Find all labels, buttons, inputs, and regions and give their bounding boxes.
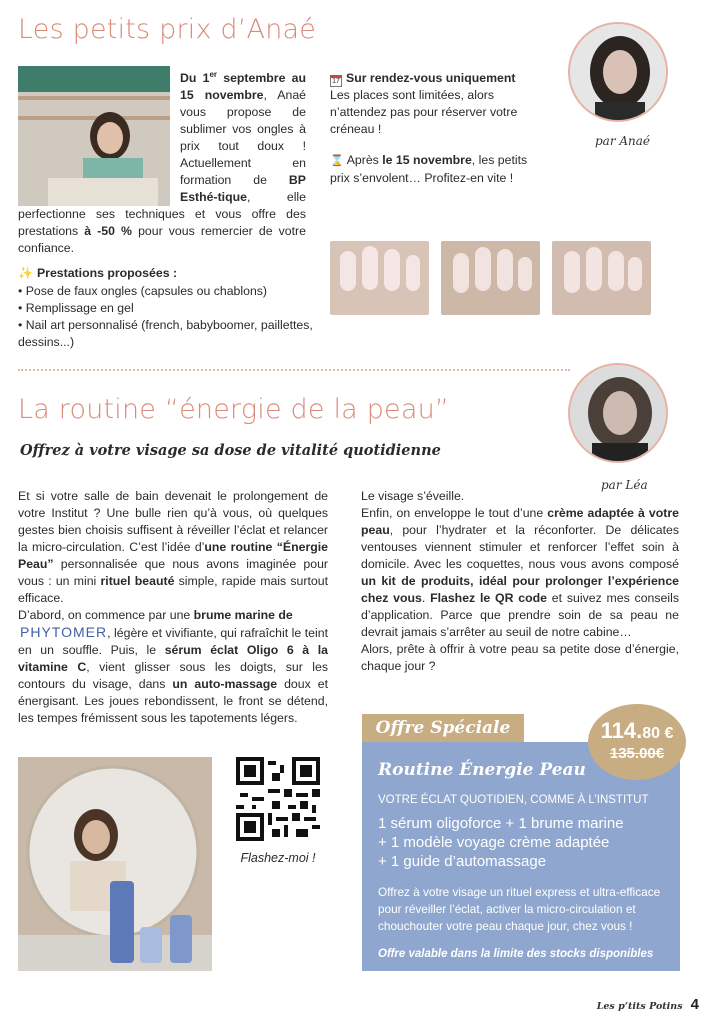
section2-title: La routine “énergie de la peau” — [18, 394, 450, 425]
signature-lea: par Léa — [601, 478, 648, 492]
after-note: ⌛ Après le 15 novembre, les petits prix s’envolent… Profitez-en vite ! — [330, 153, 528, 185]
list-item: • Pose de faux ongles (capsules ou chablons) — [18, 284, 268, 298]
current-price: 114.80 € — [600, 718, 674, 743]
sparkles-icon: ✨ — [18, 266, 33, 280]
portrait-lea — [568, 363, 668, 463]
footer — [597, 994, 699, 1013]
section-divider — [18, 369, 570, 371]
section2-subtitle: Offrez à votre visage sa dose de vitalité quotidienne — [20, 442, 441, 459]
page-number: 4 — [690, 996, 699, 1013]
qr-caption: Flashez-moi ! — [240, 851, 316, 865]
list-item: • Remplissage en gel — [18, 301, 134, 315]
rdv-heading: Sur rendez-vous uniquement — [346, 71, 516, 85]
rdv-block — [330, 70, 530, 187]
section1-title: Les petits prix d’Anaé — [18, 14, 317, 45]
photo-lea-products — [18, 757, 212, 971]
list-item: + 1 modèle voyage crème adaptée — [378, 834, 610, 851]
date-range: Du 1er septembre au 15 novembre — [180, 70, 306, 103]
offer-tagline: VOTRE ÉCLAT QUOTIDIEN, COMME À L’INSTITUT — [378, 794, 649, 806]
signature-anae: par Anaé — [595, 134, 651, 148]
price-badge — [588, 704, 686, 780]
section1-intro: Du 1er septembre au 15 novembre, Anaé vous propose de sublimer vos ongles à prix tout doux ! Actuellement en formation de BP Esthé-tique, elle perfectionne ses techniques et vous offre des prestations à -50 % pour vous remercier de votre confiance. — [18, 70, 306, 256]
list-item: + 1 guide d’automassage — [378, 853, 547, 870]
portrait-anae — [568, 22, 668, 122]
list-item: • Nail art personnalisé (french, babyboomer, paillettes, dessins...) — [18, 318, 313, 349]
offer-items — [378, 814, 624, 871]
prestations-block — [18, 265, 318, 351]
hourglass-icon: ⌛ — [330, 155, 344, 167]
nail-photo-2 — [441, 241, 540, 315]
old-price: 135.00€ — [609, 745, 665, 762]
list-item: 1 sérum oligoforce + 1 brume marine — [378, 815, 624, 832]
offer-name: Routine Énergie Peau — [378, 760, 586, 780]
nail-photo-3 — [552, 241, 651, 315]
prestations-heading: Prestations proposées : — [36, 266, 178, 280]
nail-photo-1 — [330, 241, 429, 315]
qr-code-icon[interactable] — [236, 757, 320, 841]
section2-col1: Et si votre salle de bain devenait le prolongement de votre Institut ? Une bulle rien qu’à vous, où quelques gestes bien choisis suffisent à réveiller l’éclat et relancer la micro-circulation. C’est l’idée d’une routine “Énergie Peau” personnalisée que nous avons imaginée pour vous : un mini rituel beauté simple, rapide mais surtout efficace. D’abord, on commence par une brume marine de PHYTOMER, légère et vivifiante, qui rafraîchit le teint en un souffle. Puis, le sérum éclat Oligo 6 à la vitamine C, vient glisser sous les doigts, sur les contours du visage, dans un auto-massage doux et énergisant. Les joues rebondissent, le front se détend, les tempes frémissent sous les tapotements légers. — [18, 489, 328, 725]
prestations-list — [18, 283, 318, 351]
section2-col2: Le visage s’éveille. Enfin, on enveloppe le tout d’une crème adaptée à votre peau, pour l’hydrater et la réconforter. De délicates ventouses viennent stimuler et renforcer l’effet soin à domicile. Avec les coquettes, nous vous avons composé un kit de produits, idéal pour prolonger l’expérience chez vous. Flashez le QR code et suivez mes conseils d’application. Parce que prendre soin de sa peau ne devrait jamais s’arrêter au seuil de notre cabine… Alors, prête à offrir à votre peau sa petite dose d’énergie, chaque jour ? — [361, 489, 679, 673]
offer-description: Offrez à votre visage un rituel express et ultra-efficace pour réveiller l’éclat, activer la micro-circulation et chouchouter votre peau chaque jour, chez vous ! — [378, 885, 661, 933]
calendar-icon: 17 — [330, 75, 342, 87]
offer-tab: Offre Spéciale — [362, 714, 524, 742]
phytomer-logo: PHYTOMER — [20, 624, 108, 640]
rdv-text: Les places sont limitées, alors n’attendez pas pour réserver votre créneau ! — [330, 88, 518, 136]
offer-validity: Offre valable dans la limite des stocks disponibles — [378, 948, 654, 960]
footer-brand: Les p’tits Potins — [596, 1001, 683, 1012]
